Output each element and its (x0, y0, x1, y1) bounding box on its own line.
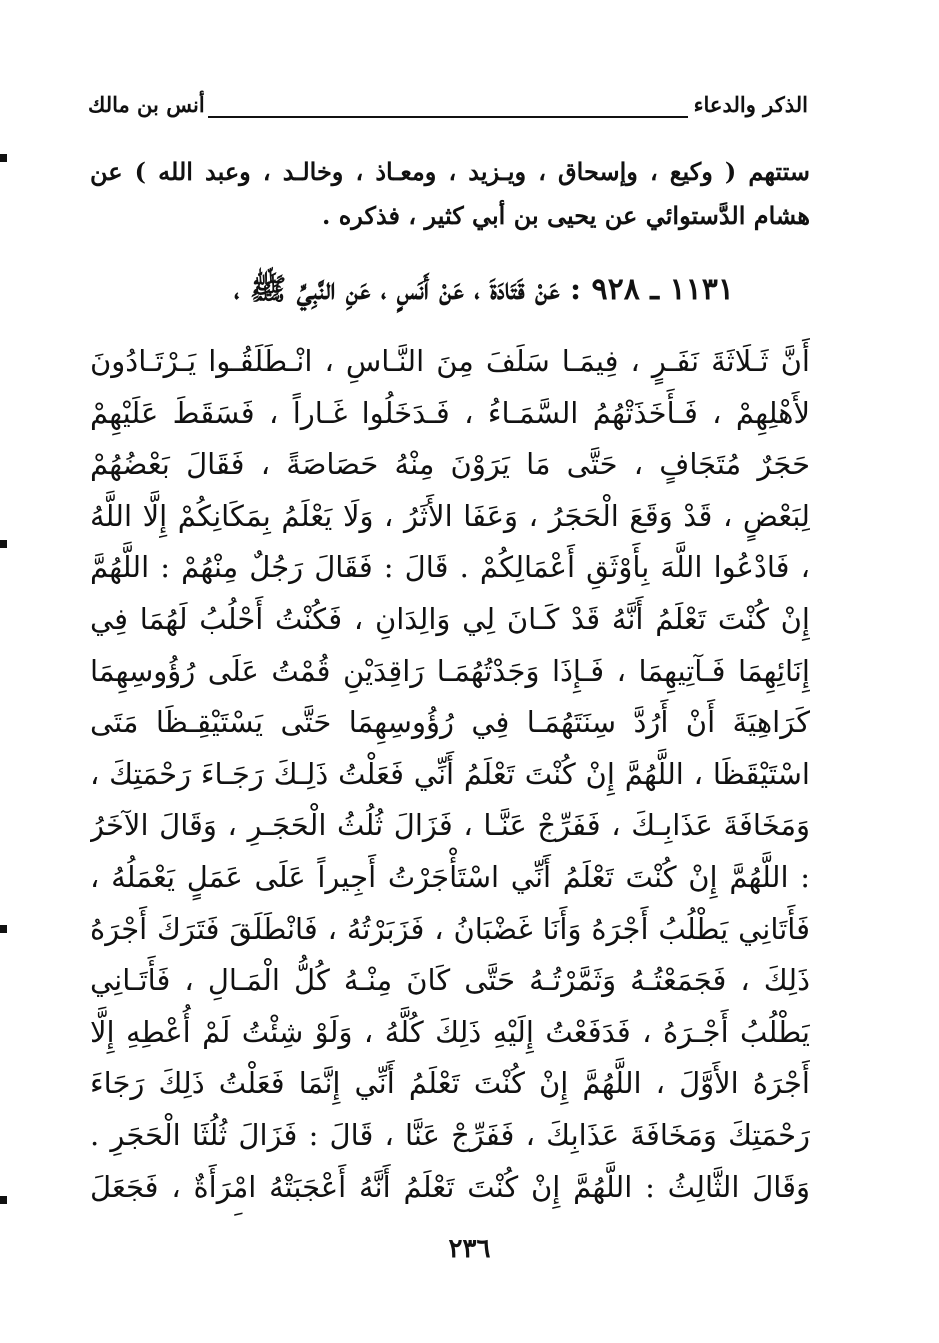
intro-paragraph: ستتهم ( وكيع ، وإسحاق ، ويـزيد ، ومعـاذ ، وخالـد ، وعبد الله ) عن هشام الدَّستوائي عن يحيى بن أبي كثير ، فذكره . (90, 157, 810, 230)
edge-mark (0, 925, 7, 933)
page-number: ٢٣٦ (448, 1234, 491, 1264)
running-header (88, 92, 808, 128)
hadith-body: أَنَّ ثَـلَاثَةَ نَفَـرٍ ، فِيمَـا سَلَفَ مِنَ النَّـاسِ ، انْـطَلَقُـوا يَـرْتَـادُونَ لأَهْلِهِمْ ، فَـأَخَذَتْهُمُ السَّمَـاءُ ، فَـدَخَلُوا غَـاراً ، فَسَقَطَ عَلَيْهِمْ حَجَرٌ مُتَجَافٍ ، حَتَّى مَا يَرَوْنَ مِنْهُ حَصَاصَةً ، فَقَالَ بَعْضُهُمْ لِبَعْضٍ ، قَدْ وَقَعَ الْحَجَرُ ، وَعَفَا الأَثَرُ ، وَلَا يَعْلَمُ بِمَكَانِكُمْ إِلَّا اللَّهُ ، فَادْعُوا اللَّهَ بِأَوْثَقِ أَعْمَالِكُمْ . قَالَ : فَقَالَ رَجُلٌ مِنْهُمْ : اللَّهُمَّ إِنْ كُنْتَ تَعْلَمُ أَنَّهُ قَدْ كَـانَ لِي وَالِدَانِ ، فَكُنْتُ أَحْلُبُ لَهُمَا فِي إِنَائِهِمَا فَـآتِيهِمَا ، فَـإِذَا وَجَدْتُهُمَـا رَاقِدَيْنِ قُمْتُ عَلَى رُؤُوسِهِمَا كَرَاهِيَةَ أَنْ أَرُدَّ سِنَتَهُمَـا فِي رُؤُوسِهِمَا حَتَّى يَسْتَيْقِـظَا مَتَى اسْتَيْقَظَا ، اللَّهُمَّ إِنْ كُنْتَ تَعْلَمُ أَنِّي فَعَلْتُ ذَلِـكَ رَجَـاءَ رَحْمَتِكَ ، وَمَخَافَةَ عَذَابِـكَ ، فَفَرِّجْ عَنَّـا ، فَزَالَ ثُلُثُ الْحَجَـرِ ، وَقَالَ الآخَرُ : اللَّهُمَّ إِنْ كُنْتَ تَعْلَمُ أَنِّي اسْتَأْجَرْتُ أَجِيراً عَلَى عَمَلٍ يَعْمَلُهُ ، فَأَتَانِي يَطْلُبُ أَجْرَهُ وَأَنَا غَضْبَانُ ، فَزَبَرْتُهُ ، فَانْطَلَقَ فَتَرَكَ أَجْرَهُ ذَلِكَ ، فَجَمَعْتُـهُ وَثَمَّرْتُـهُ حَتَّى كَانَ مِنْـهُ كُلُّ الْمَـالِ ، فَأَتَـانِي يَطْلُبُ أَجْـرَهُ ، فَدَفَعْتُ إِلَيْهِ ذَلِكَ كُلَّهُ ، وَلَوْ شِئْتُ لَمْ أُعْطِهِ إِلَّا أَجْرَهُ الأَوَّلَ ، اللَّهُمَّ إِنْ كُنْتَ تَعْلَمُ أَنِّي إِنَّمَا فَعَلْتُ ذَلِكَ رَجَاءَ رَحْمَتِكَ وَمَخَافَةَ عَذَابِكَ ، فَفَرِّجْ عَنَّا ، قَالَ : فَزَالَ ثُلُثَا الْحَجَرِ . وَقَالَ الثَّالِثُ : اللَّهُمَّ إِنْ كُنْتَ تَعْلَمُ أَنَّهُ أَعْجَبَتْهُ امْرَأَةٌ ، فَجَعَلَ (90, 344, 810, 1204)
hadith-heading: ١١٣١ ـ ٩٢٨ : عَنْ قَتَادَةَ ، عَنْ أَنَسٍ ، عَنِ النَّبِيِّ ﷺ ، (233, 272, 734, 307)
header-narrator-name: أنس بن مالك (88, 92, 205, 117)
header-section-title: الذكر والدعاء (693, 92, 808, 117)
header-rule (208, 116, 688, 118)
edge-mark (0, 1196, 7, 1204)
edge-mark (0, 540, 7, 548)
edge-mark (0, 154, 7, 162)
